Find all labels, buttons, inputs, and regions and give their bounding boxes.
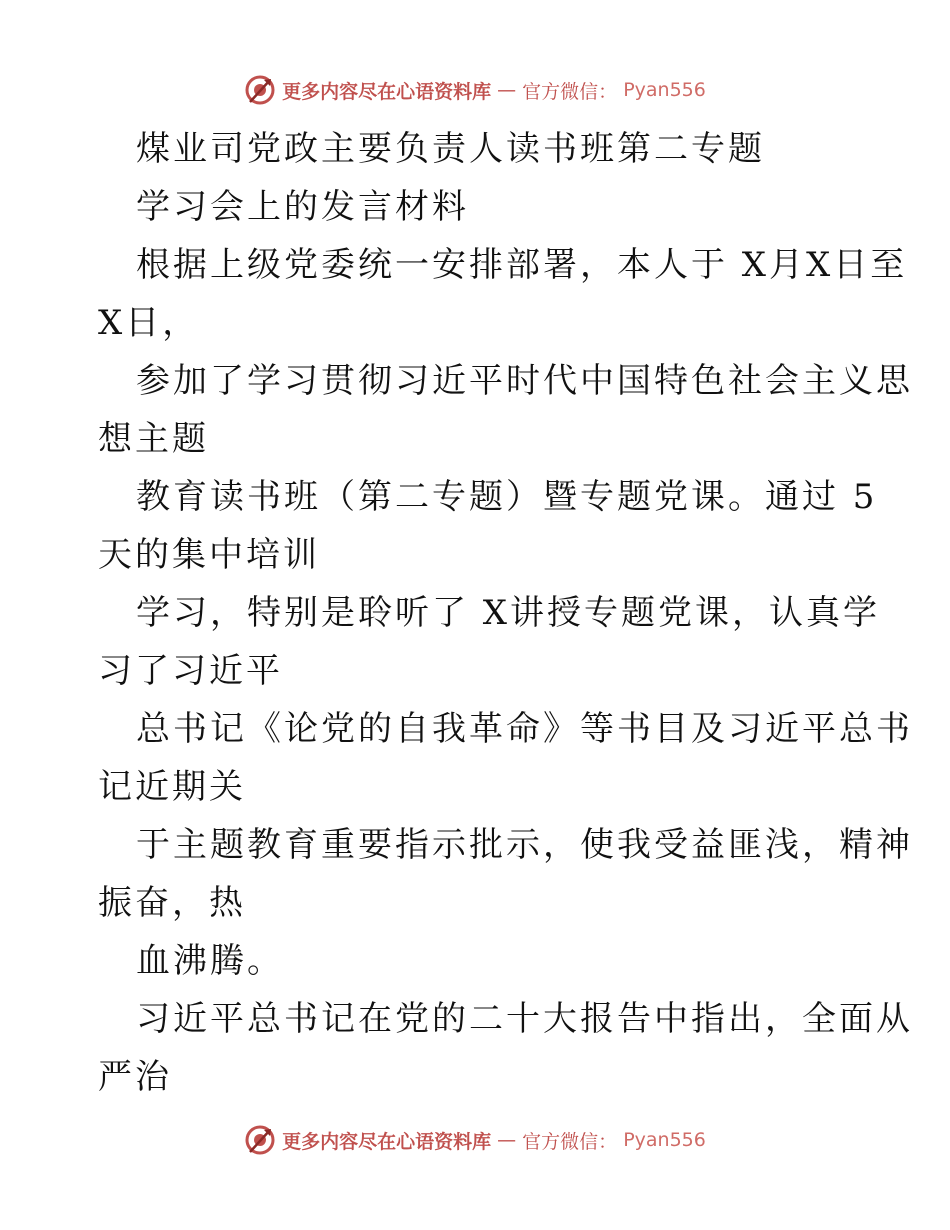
footer-banner [0, 1120, 950, 1160]
paragraph-line: 血沸腾。 [136, 941, 284, 981]
document-title-line-1: 煤业司党政主要负责人读书班第二专题 [136, 129, 765, 169]
paragraph-line: 严治 [98, 1057, 172, 1097]
paragraph-line: 记近期关 [98, 767, 246, 807]
document-body [98, 120, 913, 1106]
header-wechat-label: 官方微信： [522, 80, 618, 103]
paragraph-line: 参加了学习贯彻习近平时代中国特色社会主义思 [136, 361, 913, 401]
paragraph-line: 习近平总书记在党的二十大报告中指出，全面从 [136, 999, 913, 1039]
paragraph-line: 总书记《论党的自我革命》等书目及习近平总书 [136, 709, 913, 749]
paragraph-line: X日， [98, 303, 200, 343]
header-wechat-id: Pyan556 [623, 79, 706, 101]
paragraph-line: 振奋，热 [98, 883, 246, 923]
footer-wechat-label: 官方微信： [522, 1130, 618, 1153]
paragraph-line: 习了习近平 [98, 651, 283, 691]
footer-banner-content [244, 1124, 706, 1156]
quill-logo-icon [244, 1124, 276, 1156]
paragraph-line: 根据上级党委统一安排部署，本人于 X月X日至 [136, 245, 908, 285]
paragraph-line: 学习，特别是聆听了 X讲授专题党课，认真学 [136, 593, 881, 633]
footer-banner-separator: — [497, 1129, 517, 1151]
footer-banner-text: 更多内容尽在心语资料库 [282, 1130, 492, 1153]
document-title-line-2: 学习会上的发言材料 [136, 187, 469, 227]
header-banner-text: 更多内容尽在心语资料库 [282, 80, 492, 103]
header-banner [0, 70, 950, 110]
header-banner-separator: — [497, 79, 517, 101]
paragraph-line: 于主题教育重要指示批示，使我受益匪浅，精神 [136, 825, 913, 865]
footer-wechat-id: Pyan556 [623, 1129, 706, 1151]
paragraph-line: 天的集中培训 [98, 535, 320, 575]
paragraph-line: 想主题 [98, 419, 209, 459]
quill-logo-icon [244, 74, 276, 106]
paragraph-line: 教育读书班（第二专题）暨专题党课。通过 5 [136, 477, 878, 517]
header-banner-content [244, 74, 706, 106]
